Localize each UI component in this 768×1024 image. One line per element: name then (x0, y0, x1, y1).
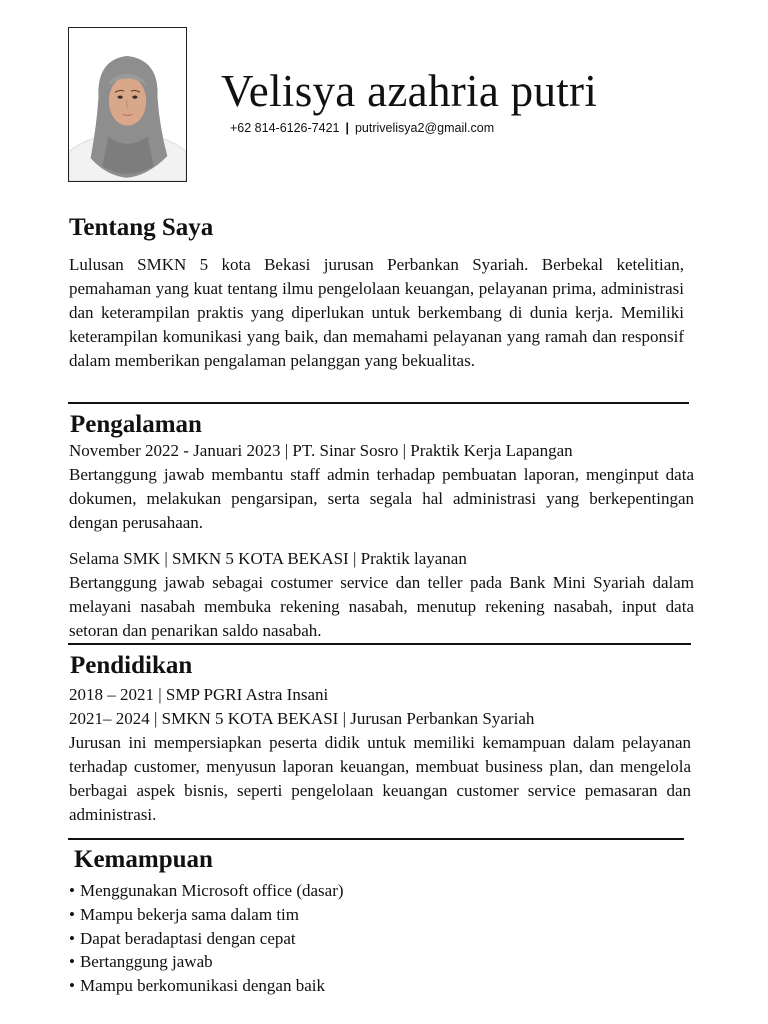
education-item-1: 2018 – 2021 | SMP PGRI Astra Insani (69, 685, 329, 704)
skill-label: Mampu berkomunikasi dengan baik (79, 976, 325, 996)
education-item-2: 2021– 2024 | SMKN 5 KOTA BEKASI | Jurusan Perbankan Syariah (69, 709, 535, 728)
email-address: putrivelisya2@gmail.com (354, 121, 495, 135)
about-heading: Tentang Saya (69, 214, 214, 241)
experience-heading: Pengalaman (70, 411, 202, 438)
contact-separator: | (345, 121, 349, 135)
education-description: Jurusan ini mempersiapkan peserta didik untuk memiliki kemampuan dalam pelayanan terhadap customer, menyusun laporan keuangan, membuat business plan, dan mengelola berbagai aspek bisnis, seperti pengelolaan keuangan customer service pemasaran dan administrasi. (69, 733, 691, 824)
bullet-icon: • (69, 976, 75, 996)
experience-description-2: Bertanggung jawab sebagai costumer service dan teller pada Bank Mini Syariah dalam melayani nasabah membuka rekening nasabah, menutup rekening nasabah, input data setoran dan penarikan saldo nasabah. (69, 573, 694, 640)
skill-item (69, 879, 344, 903)
skill-label: Bertanggung jawab (79, 952, 213, 972)
portrait-image (69, 28, 186, 181)
skill-item (69, 974, 344, 998)
skill-item (69, 950, 344, 974)
skill-item (69, 903, 344, 927)
bullet-icon: • (69, 881, 75, 900)
phone-number: +62 814-6126-7421 (230, 121, 340, 135)
bullet-icon: • (69, 928, 75, 948)
section-divider (68, 402, 689, 404)
skill-label: Mampu bekerja sama dalam tim (79, 904, 299, 924)
skills-list (69, 879, 344, 998)
skill-label: Dapat beradaptasi dengan cepat (79, 928, 296, 948)
skill-label: Menggunakan Microsoft office (dasar) (79, 881, 344, 900)
education-heading: Pendidikan (70, 652, 193, 679)
section-divider (68, 643, 691, 645)
skill-item (69, 927, 344, 951)
contact-info (230, 120, 494, 136)
profile-photo (68, 27, 187, 182)
bullet-icon: • (69, 904, 75, 924)
experience-title-2: Selama SMK | SMKN 5 KOTA BEKASI | Praktik layanan (69, 549, 467, 568)
experience-description-1: Bertanggung jawab membantu staff admin terhadap pembuatan laporan, menginput data dokumen, melakukan pengarsipan, serta segala hal administrasi yang berkepentingan dengan perusahaan. (69, 465, 694, 532)
skills-heading: Kemampuan (74, 846, 213, 873)
candidate-name: Velisya azahria putri (221, 66, 598, 116)
experience-title-1: November 2022 - Januari 2023 | PT. Sinar Sosro | Praktik Kerja Lapangan (69, 441, 573, 460)
about-text: Lulusan SMKN 5 kota Bekasi jurusan Perbankan Syariah. Berbekal ketelitian, pemahaman yang kuat tentang ilmu pengelolaan keuangan, pelayanan prima, administrasi dan keterampilan praktis yang diperlukan untuk berkembang di dunia kerja. Memiliki keterampilan komunikasi yang baik, dan memahami pelayanan yang ramah dan responsif dalam memberikan pengalaman pelanggan yang bekualitas. (69, 255, 684, 370)
section-divider (68, 838, 684, 840)
bullet-icon: • (69, 952, 75, 972)
